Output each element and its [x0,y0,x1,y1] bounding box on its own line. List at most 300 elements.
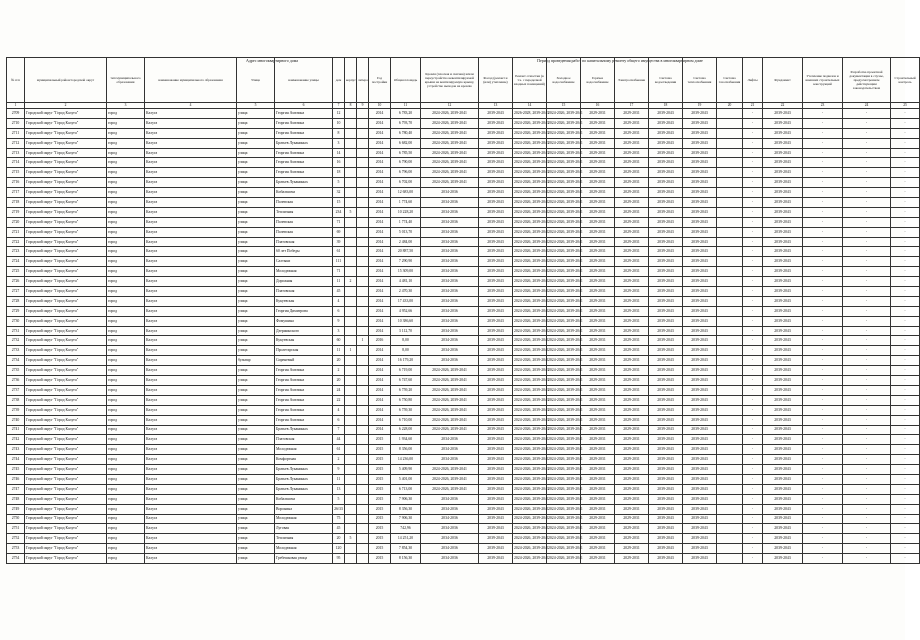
cell-facade: 2039-2043 [479,178,513,188]
cell-type: город [107,346,145,356]
cell-util: - [803,435,843,445]
cell-k [345,158,357,168]
cell-heat: 2039-2043 [683,554,717,564]
column-header: Холодное водоснабжение [547,58,581,103]
cell-sk: - [891,316,920,326]
cell-hot: 2029-2031 [581,267,615,277]
cell-year: 2015 [369,494,391,504]
table-header-row [7,58,920,103]
cell-mo: Калуга [145,296,237,306]
cell-gas [717,277,743,287]
cell-st: улица [237,484,275,494]
cell-hot: 2029-2031 [581,188,615,198]
cell-heat: 2039-2043 [683,544,717,554]
table-row [7,445,920,455]
column-header: № п/п [7,58,25,103]
cell-fund: 2039-2043 [763,326,803,336]
cell-house: 61 [333,445,345,455]
cell-otm: 2024-2026, 2039-2041 [513,296,547,306]
cell-st: улица [237,188,275,198]
cell-hot: 2029-2031 [581,296,615,306]
column-header: муниципальный район/городской округ [25,58,107,103]
cell-st: улица [237,138,275,148]
cell-fund: 2039-2043 [763,118,803,128]
cell-cold: 2024-2026, 2039-2041 [547,425,581,435]
cell-n: 2737 [7,385,25,395]
table-row [7,287,920,297]
cell-otm: 2024-2026, 2039-2041 [513,237,547,247]
cell-mo: Калуга [145,415,237,425]
cell-cold: 2024-2026, 2039-2041 [547,336,581,346]
table-row [7,207,920,217]
cell-type: город [107,445,145,455]
cell-street: Полевская [275,217,333,227]
cell-mo: Калуга [145,148,237,158]
cell-gas [717,405,743,415]
cell-gas [717,494,743,504]
cell-mo: Калуга [145,544,237,554]
cell-lift: - [743,474,763,484]
cell-sk: - [891,257,920,267]
cell-street: Братьев Луканиных [275,484,333,494]
cell-sk: - [891,227,920,237]
cell-house: 120 [333,544,345,554]
cell-facade: 2039-2043 [479,138,513,148]
cell-cold: 2024-2026, 2039-2041 [547,178,581,188]
cell-vod: 2039-2043 [649,524,683,534]
cell-k [345,385,357,395]
column-number: 23 [803,103,843,109]
cell-year: 2014 [369,198,391,208]
cell-n: 2720 [7,217,25,227]
cell-elec: 2029-2031 [615,217,649,227]
cell-util: - [803,316,843,326]
cell-roof: 2034-2036 [421,534,479,544]
cell-district: Городской округ "Город Калуга" [25,207,107,217]
cell-vod: 2039-2043 [649,316,683,326]
cell-vod: 2039-2043 [649,296,683,306]
cell-year: 2014 [369,217,391,227]
cell-l [357,148,369,158]
cell-area: 6 759,20 [391,385,421,395]
cell-gas [717,138,743,148]
cell-n: 2716 [7,178,25,188]
cell-type: город [107,484,145,494]
cell-k [345,504,357,514]
cell-district: Городской округ "Город Калуга" [25,257,107,267]
cell-vod: 2039-2043 [649,346,683,356]
cell-cold: 2024-2026, 2039-2041 [547,267,581,277]
cell-l [357,326,369,336]
cell-hot: 2029-2031 [581,385,615,395]
cell-cold: 2024-2026, 2039-2041 [547,138,581,148]
table-row [7,247,920,257]
cell-proj: - [843,267,891,277]
cell-roof: 2024-2026, 2039-2041 [421,425,479,435]
cell-year: 2014 [369,316,391,326]
cell-fund: 2039-2043 [763,385,803,395]
cell-cold: 2024-2026, 2039-2041 [547,207,581,217]
cell-vod: 2039-2043 [649,336,683,346]
cell-vod: 2039-2043 [649,514,683,524]
cell-l [357,287,369,297]
cell-hot: 2029-2031 [581,138,615,148]
cell-cold: 2024-2026, 2039-2041 [547,474,581,484]
cell-area: 6 719,00 [391,366,421,376]
table-row [7,306,920,316]
cell-type: город [107,465,145,475]
cell-st: улица [237,109,275,119]
cell-n: 2733 [7,346,25,356]
cell-hot: 2029-2031 [581,326,615,336]
cell-type: город [107,425,145,435]
cell-year: 2014 [369,118,391,128]
cell-lift: - [743,554,763,564]
cell-roof: 2034-2036 [421,198,479,208]
cell-year: 2015 [369,474,391,484]
cell-otm: 2024-2026, 2039-2041 [513,306,547,316]
cell-vod: 2039-2043 [649,267,683,277]
cell-elec: 2029-2031 [615,247,649,257]
cell-n: 2746 [7,474,25,484]
table-row [7,267,920,277]
cell-facade: 2039-2043 [479,148,513,158]
cell-k [345,445,357,455]
cell-n: 2728 [7,296,25,306]
table-row [7,494,920,504]
cell-facade: 2039-2043 [479,425,513,435]
cell-street: Георгия Амелина [275,158,333,168]
cell-type: город [107,435,145,445]
cell-vod: 2039-2043 [649,188,683,198]
cell-fund: 2039-2043 [763,445,803,455]
cell-mo: Калуга [145,109,237,119]
cell-district: Городской округ "Город Калуга" [25,247,107,257]
table-row [7,415,920,425]
cell-roof: 2034-2036 [421,524,479,534]
cell-year: 2015 [369,544,391,554]
cell-street: Георгия Димитрова [275,306,333,316]
cell-fund: 2039-2043 [763,267,803,277]
cell-otm: 2024-2026, 2039-2043 [513,128,547,138]
cell-util: - [803,178,843,188]
cell-type: город [107,237,145,247]
cell-area: 5 409,90 [391,465,421,475]
cell-otm: 2024-2026, 2039-2043 [513,474,547,484]
cell-proj: - [843,504,891,514]
cell-n: 2719 [7,207,25,217]
cell-lift: - [743,326,763,336]
cell-vod: 2039-2043 [649,306,683,316]
cell-st: улица [237,207,275,217]
cell-k: 2 [345,277,357,287]
cell-l: 1 [357,336,369,346]
cell-l [357,376,369,386]
cell-sk: - [891,168,920,178]
cell-street: Платовская [275,435,333,445]
cell-district: Городской округ "Город Калуга" [25,326,107,336]
cell-otm: 2024-2026, 2039-2043 [513,484,547,494]
cell-mo: Калуга [145,128,237,138]
column-number: 21 [743,103,763,109]
cell-heat: 2039-2043 [683,465,717,475]
cell-mo: Калуга [145,465,237,475]
cell-fund: 2039-2043 [763,207,803,217]
cell-gas [717,257,743,267]
cell-proj: - [843,494,891,504]
cell-n: 2724 [7,257,25,267]
cell-fund: 2039-2043 [763,138,803,148]
cell-roof: 2024-2026, 2039-2041 [421,474,479,484]
cell-street: Кукуевская [275,336,333,346]
column-header: Улица [237,58,275,103]
cell-util: - [803,257,843,267]
cell-type: город [107,287,145,297]
cell-vod: 2039-2043 [649,455,683,465]
cell-elec: 2029-2031 [615,118,649,128]
cell-house: 32 [333,188,345,198]
cell-util: - [803,425,843,435]
cell-hot: 2029-2031 [581,198,615,208]
cell-util: - [803,188,843,198]
cell-elec: 2029-2031 [615,376,649,386]
cell-house: 11 [333,346,345,356]
cell-year: 2014 [369,405,391,415]
cell-otm: 2024-2026, 2039-2043 [513,366,547,376]
cell-area: 7 906,30 [391,494,421,504]
cell-sk: - [891,474,920,484]
cell-street: Дзержинского [275,326,333,336]
cell-st: улица [237,455,275,465]
cell-hot: 2029-2031 [581,484,615,494]
cell-house: 3 [333,138,345,148]
cell-facade: 2039-2043 [479,544,513,554]
cell-type: город [107,207,145,217]
column-number: 13 [479,103,513,109]
cell-type: город [107,138,145,148]
cell-facade: 2039-2043 [479,336,513,346]
cell-util: - [803,267,843,277]
cell-gas [717,336,743,346]
table-row [7,217,920,227]
column-header: литера [357,58,369,103]
table-row [7,178,920,188]
cell-proj: - [843,376,891,386]
cell-hot: 2029-2031 [581,178,615,188]
cell-cold: 2024-2026, 2039-2041 [547,534,581,544]
cell-vod: 2039-2043 [649,128,683,138]
cell-fund: 2039-2043 [763,494,803,504]
cell-gas [717,207,743,217]
column-header: Система теплоснабжения [683,58,717,103]
cell-k [345,257,357,267]
cell-sk: - [891,138,920,148]
cell-st: улица [237,306,275,316]
cell-k [345,356,357,366]
cell-st: улица [237,178,275,188]
cell-house: 14 [333,148,345,158]
cell-hot: 2029-2031 [581,465,615,475]
cell-k [345,188,357,198]
cell-util: - [803,287,843,297]
cell-l [357,504,369,514]
cell-district: Городской округ "Город Калуга" [25,534,107,544]
cell-proj: - [843,128,891,138]
cell-n: 2742 [7,435,25,445]
cell-cold: 2024-2026, 2039-2041 [547,227,581,237]
cell-sk: - [891,484,920,494]
cell-district: Городской округ "Город Калуга" [25,514,107,524]
cell-l [357,494,369,504]
cell-mo: Калуга [145,405,237,415]
cell-lift: - [743,247,763,257]
cell-lift: - [743,217,763,227]
cell-util: - [803,207,843,217]
cell-cold: 2024-2026, 2039-2041 [547,168,581,178]
cell-gas [717,217,743,227]
cell-elec: 2029-2031 [615,484,649,494]
cell-facade: 2039-2043 [479,455,513,465]
cell-type: город [107,109,145,119]
cell-l [357,296,369,306]
cell-elec: 2029-2031 [615,178,649,188]
cell-mo: Калуга [145,326,237,336]
cell-type: город [107,118,145,128]
cell-street: Молодежная [275,445,333,455]
cell-gas [717,504,743,514]
cell-heat: 2039-2043 [683,188,717,198]
cell-lift: - [743,109,763,119]
cell-gas [717,198,743,208]
cell-elec: 2029-2031 [615,296,649,306]
cell-district: Городской округ "Город Калуга" [25,385,107,395]
cell-vod: 2039-2043 [649,435,683,445]
column-number: 10 [369,103,391,109]
cell-district: Городской округ "Город Калуга" [25,128,107,138]
cell-l [357,425,369,435]
cell-house: 39 [333,237,345,247]
column-number: 2 [25,103,107,109]
cell-sk: - [891,237,920,247]
cell-area: 1 934,60 [391,435,421,445]
cell-l [357,168,369,178]
cell-facade: 2039-2043 [479,247,513,257]
cell-hot: 2029-2031 [581,128,615,138]
cell-heat: 2039-2043 [683,306,717,316]
cell-fund: 2039-2043 [763,257,803,267]
column-number: 8 [345,103,357,109]
cell-util: - [803,148,843,158]
cell-street: Платовская [275,237,333,247]
cell-street: Воронина [275,504,333,514]
cell-k [345,227,357,237]
cell-cold: 2024-2026, 2039-2041 [547,484,581,494]
cell-st: улица [237,118,275,128]
cell-heat: 2039-2043 [683,336,717,346]
cell-st: улица [237,148,275,158]
cell-facade: 2039-2043 [479,207,513,217]
cell-lift: - [743,366,763,376]
cell-type: город [107,306,145,316]
cell-area: 14 251,20 [391,534,421,544]
cell-mo: Калуга [145,504,237,514]
column-header: Система водоотведения [649,58,683,103]
cell-k [345,306,357,316]
cell-gas [717,544,743,554]
column-number: 19 [683,103,717,109]
cell-proj: - [843,395,891,405]
cell-fund: 2039-2043 [763,484,803,494]
cell-roof: 2034-2036 [421,306,479,316]
cell-hot: 2029-2031 [581,514,615,524]
cell-util: - [803,346,843,356]
cell-fund: 2039-2043 [763,524,803,534]
cell-cold: 2024-2026, 2039-2041 [547,415,581,425]
cell-roof: 2034-2036 [421,237,479,247]
cell-l [357,188,369,198]
cell-n: 2711 [7,128,25,138]
cell-fund: 2039-2043 [763,435,803,445]
cell-l [357,395,369,405]
cell-mo: Калуга [145,455,237,465]
cell-facade: 2039-2043 [479,227,513,237]
cell-area: 4 952,66 [391,306,421,316]
cell-roof: 2034-2036 [421,356,479,366]
cell-vod: 2039-2043 [649,465,683,475]
cell-elec: 2029-2031 [615,435,649,445]
cell-vod: 2039-2043 [649,207,683,217]
cell-proj: - [843,484,891,494]
cell-year: 2014 [369,277,391,287]
cell-type: город [107,128,145,138]
cell-lift: - [743,494,763,504]
column-header: дом [333,58,345,103]
cell-year: 2014 [369,237,391,247]
cell-otm: 2024-2026, 2039-2043 [513,148,547,158]
cell-vod: 2039-2043 [649,277,683,287]
cell-util: - [803,198,843,208]
cell-roof: 2034-2036 [421,445,479,455]
cell-mo: Калуга [145,227,237,237]
cell-fund: 2039-2043 [763,356,803,366]
column-number: 24 [843,103,891,109]
cell-roof: 2034-2036 [421,287,479,297]
cell-st: улица [237,445,275,455]
table-row [7,395,920,405]
cell-area: 10 228,20 [391,207,421,217]
cell-l [357,267,369,277]
cell-type: город [107,554,145,564]
cell-roof: 2024-2026, 2039-2041 [421,415,479,425]
cell-otm: 2024-2026, 2039-2041 [513,217,547,227]
cell-sk: - [891,277,920,287]
cell-otm: 2024-2026, 2039-2041 [513,198,547,208]
cell-gas [717,168,743,178]
cell-roof: 2034-2036 [421,554,479,564]
cell-hot: 2029-2031 [581,336,615,346]
cell-district: Городской округ "Город Калуга" [25,484,107,494]
cell-l [357,385,369,395]
cell-street: Георгия Амелина [275,405,333,415]
cell-otm: 2024-2026, 2039-2041 [513,346,547,356]
cell-lift: - [743,514,763,524]
cell-k [345,138,357,148]
cell-street: Братьев Луканиных [275,474,333,484]
cell-proj: - [843,168,891,178]
cell-otm: 2024-2026, 2039-2043 [513,405,547,415]
cell-roof: 2024-2026, 2039-2041 [421,385,479,395]
cell-district: Городской округ "Город Калуга" [25,267,107,277]
